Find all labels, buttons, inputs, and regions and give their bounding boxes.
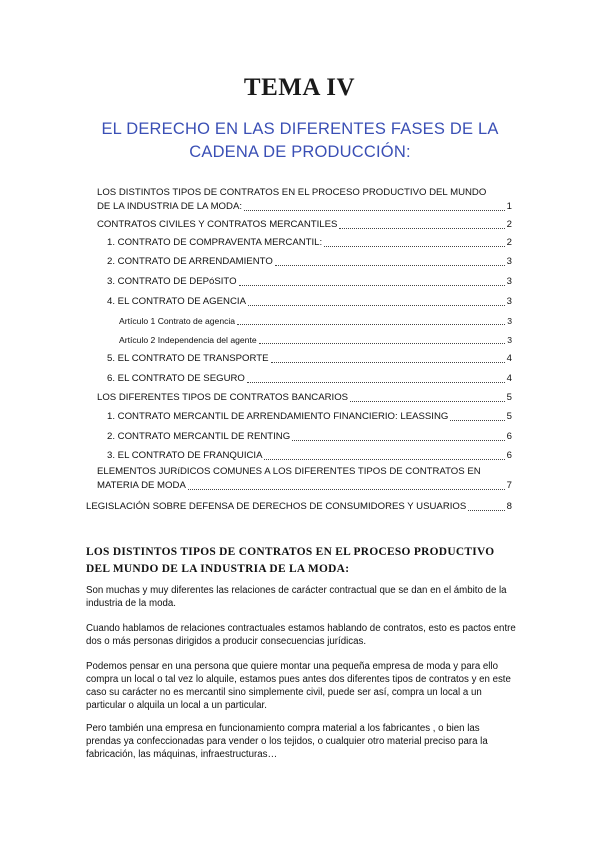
toc-leader-dots [239, 285, 505, 286]
toc-leader-dots [271, 362, 505, 363]
toc-entry-text: ELEMENTOS JURíDICOS COMUNES A LOS DIFERENTES TIPOS DE CONTRATOS EN [97, 466, 481, 477]
body-paragraph: Son muchas y muy diferentes las relaciones de carácter contractual que se dan en el ámbito de la industria de la moda. [86, 585, 507, 609]
toc-entry[interactable] [107, 236, 512, 250]
toc-page-number: 2 [506, 237, 512, 248]
toc-entry-text: 3. CONTRATO DE DEPóSITO [107, 276, 237, 287]
toc-entry-text: Artículo 2 Independencia del agente [119, 335, 257, 345]
toc-entry[interactable] [107, 372, 512, 386]
toc-entry[interactable] [107, 410, 512, 424]
toc-entry[interactable] [97, 391, 512, 405]
toc-entry[interactable] [86, 500, 512, 514]
toc-leader-dots [244, 210, 505, 211]
toc-page-number: 3 [507, 335, 512, 345]
toc-page-number: 2 [506, 219, 512, 230]
toc-entry-text: 6. EL CONTRATO DE SEGURO [107, 373, 245, 384]
toc-entry[interactable] [97, 465, 512, 493]
toc-entry-text: 2. CONTRATO MERCANTIL DE RENTING [107, 431, 291, 442]
toc-page-number: 5 [506, 392, 512, 403]
toc-entry-text: 2. CONTRATO DE ARRENDAMIENTO [107, 256, 273, 267]
toc-entry-text: CONTRATOS CIVILES Y CONTRATOS MERCANTILES [97, 219, 338, 230]
toc-entry[interactable] [119, 333, 512, 347]
toc-entry-text: LOS DISTINTOS TIPOS DE CONTRATOS EN EL PROCESO PRODUCTIVO DEL MUNDO [97, 187, 487, 198]
toc-entry-text: 1. CONTRATO MERCANTIL DE ARRENDAMIENTO FINANCIERIO: LEASSING [107, 411, 449, 422]
toc-leader-dots [450, 420, 504, 421]
toc-leader-dots [237, 324, 505, 325]
toc-entry-text: LOS DIFERENTES TIPOS DE CONTRATOS BANCARIOS [97, 392, 349, 403]
toc-entry[interactable] [107, 430, 512, 444]
toc-leader-dots [350, 401, 505, 402]
toc-page-number: 3 [507, 316, 512, 326]
toc-page-number: 6 [506, 450, 512, 461]
toc-leader-dots [468, 510, 504, 511]
toc-entry[interactable] [119, 314, 512, 328]
toc-page-number: 3 [506, 276, 512, 287]
toc-leader-dots [324, 246, 504, 247]
body-paragraph: Pero también una empresa en funcionamiento compra material a los fabricantes , o bien las prendas ya confeccionadas para vender o los tejidos, o cualquier otro material preciso para la fabricación, las máquinas, infraestructuras… [86, 723, 488, 760]
toc-page-number: 5 [506, 411, 512, 422]
toc-page-number: 4 [506, 353, 512, 364]
toc-page-number: 8 [506, 501, 512, 512]
toc-leader-dots [247, 382, 505, 383]
body-paragraph: Podemos pensar en una persona que quiere montar una pequeña empresa de moda y para ello compra un local o tal vez lo alquile, estamos pues antes dos diferentes tipos de contratos y en este caso su carácter no es mercantil sino simplemente civil, puede ser así, compra un local a un particular o alquila un local a un particular. [86, 661, 511, 711]
toc-entry-text: 3. EL CONTRATO DE FRANQUICIA [107, 450, 263, 461]
toc-entry[interactable] [107, 275, 512, 289]
toc-entry-text: 4. EL CONTRATO DE AGENCIA [107, 296, 246, 307]
toc-entry-text-continued: DE LA INDUSTRIA DE LA MODA: [97, 201, 243, 212]
toc-entry[interactable] [97, 186, 512, 214]
section-heading: LOS DISTINTOS TIPOS DE CONTRATOS EN EL PROCESO PRODUCTIVO DEL MUNDO DE LA INDUSTRIA DE LA MODA: [86, 546, 495, 575]
toc-leader-dots [292, 440, 504, 441]
toc-leader-dots [259, 343, 506, 344]
toc-entry[interactable] [97, 218, 512, 232]
toc-entry-text: 1. CONTRATO DE COMPRAVENTA MERCANTIL: [107, 237, 323, 248]
toc-leader-dots [188, 489, 505, 490]
toc-entry-text: 5. EL CONTRATO DE TRANSPORTE [107, 353, 269, 364]
toc-entry[interactable] [107, 255, 512, 269]
page-subtitle: EL DERECHO EN LAS DIFERENTES FASES DE LA CADENA DE PRODUCCIÓN: [101, 120, 499, 161]
toc-leader-dots [339, 228, 504, 229]
toc-leader-dots [275, 265, 505, 266]
toc-entry[interactable] [107, 449, 512, 463]
toc-page-number: 4 [506, 373, 512, 384]
toc-leader-dots [264, 459, 504, 460]
toc-leader-dots [248, 305, 505, 306]
toc-entry-text: Artículo 1 Contrato de agencia [119, 316, 236, 326]
toc-entry-text-continued: MATERIA DE MODA [97, 480, 186, 491]
toc-page-number: 1 [506, 201, 512, 212]
toc-entry[interactable] [107, 352, 512, 366]
toc-page-number: 6 [506, 431, 512, 442]
toc-entry[interactable] [107, 295, 512, 309]
toc-entry-text: LEGISLACIÓN SOBRE DEFENSA DE DERECHOS DE CONSUMIDORES Y USUARIOS [86, 501, 467, 512]
toc-page-number: 3 [506, 256, 512, 267]
page-title: TEMA IV [243, 74, 356, 101]
toc-page-number: 7 [506, 480, 512, 491]
toc-page-number: 3 [506, 296, 512, 307]
body-paragraph: Cuando hablamos de relaciones contractuales estamos hablando de contratos, esto es pactos entre dos o más personas dirigidos a producir consecuencias jurídicas. [86, 623, 516, 647]
